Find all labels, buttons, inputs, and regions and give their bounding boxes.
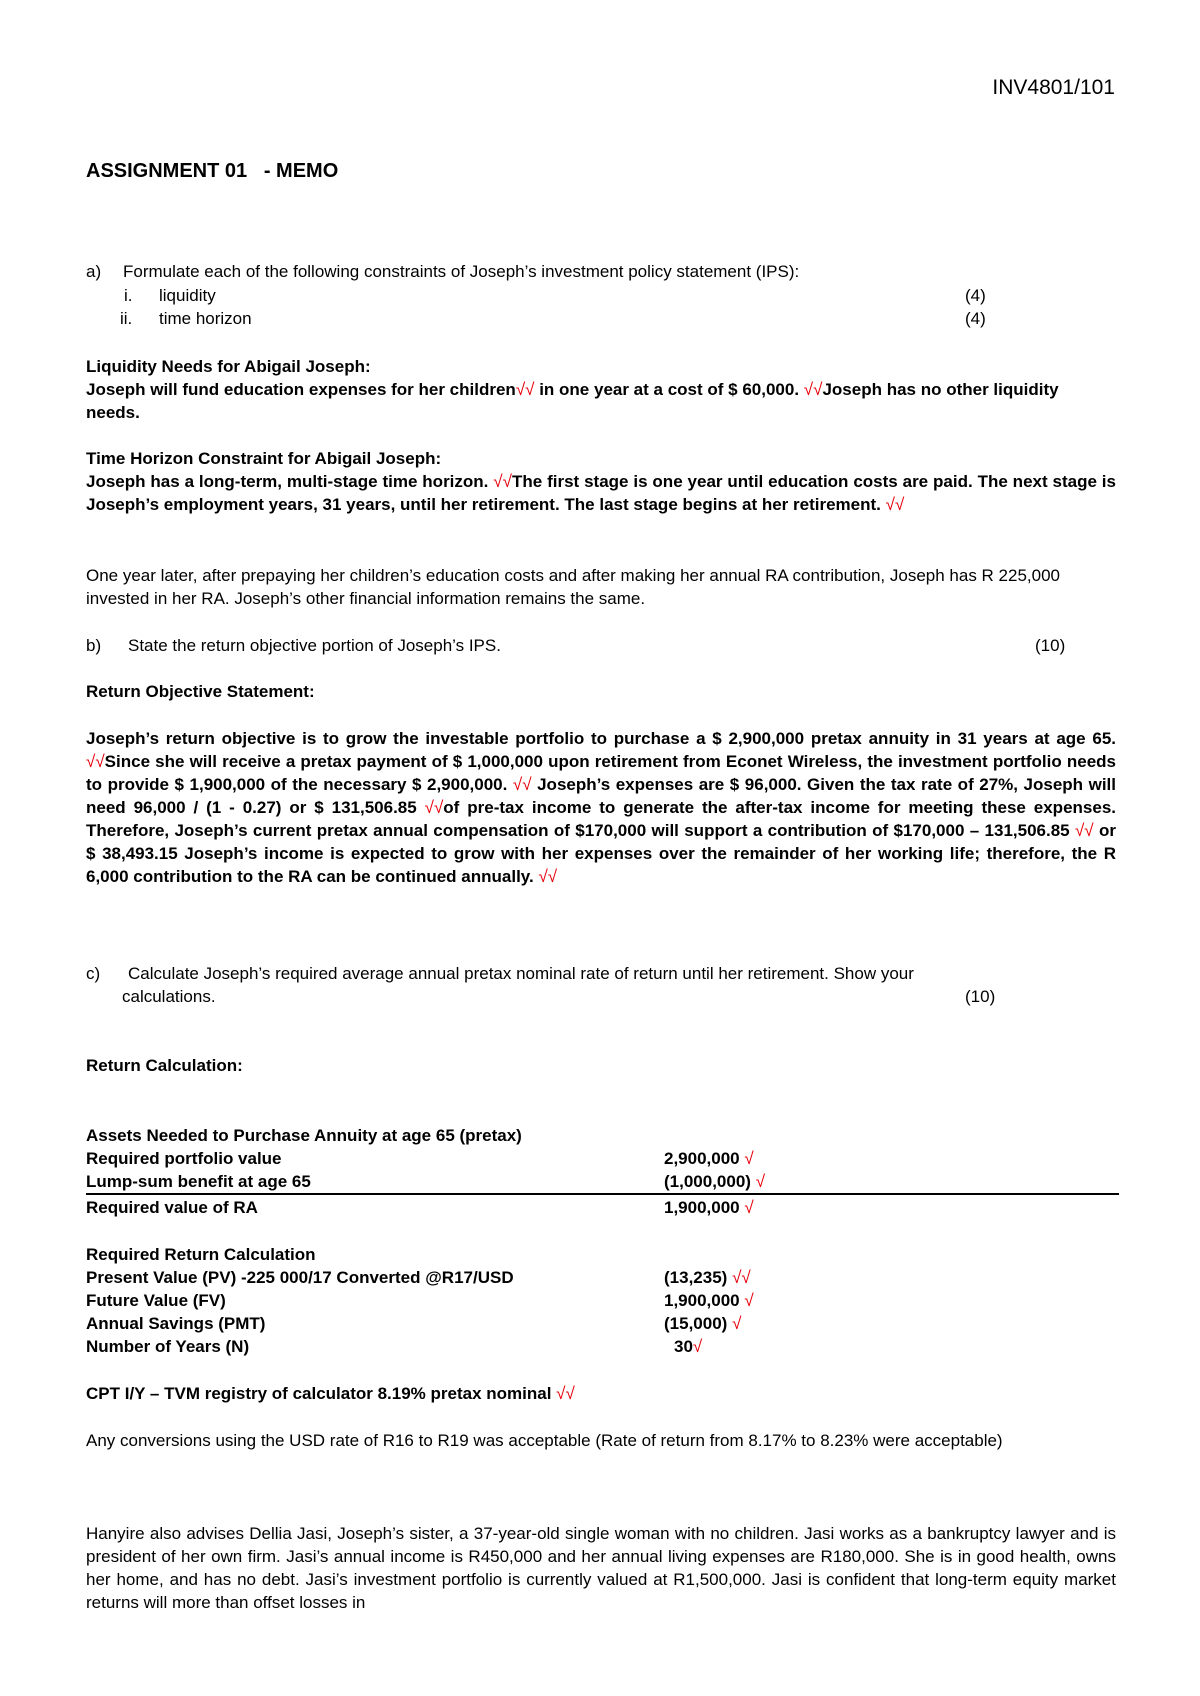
required-return-heading: Required Return Calculation [86, 1245, 316, 1264]
tick-mark: √ [744, 1198, 754, 1217]
tick-mark: √√ [493, 472, 512, 491]
return-calc-heading: Return Calculation: [86, 1056, 243, 1075]
req-row-value: (13,235) √√ [664, 1268, 751, 1287]
req-row-value: 30√ [674, 1337, 703, 1356]
tick-mark: √ [732, 1314, 742, 1333]
liquidity-answer: Joseph will fund education expenses for her children√√ in one year at a cost of $ 60,000. √√Joseph has no other liquidity needs. [86, 380, 1059, 422]
context-paragraph-1: One year later, after prepaying her children’s education costs and after making her annual RA contribution, Joseph has R 225,000 invested in her RA. Joseph’s other financial information remains the same. [86, 566, 1061, 608]
assets-row-value: 2,900,000 √ [664, 1149, 754, 1168]
question-a-label: a) [86, 262, 102, 281]
question-a-item-1: i. liquidity [124, 286, 216, 305]
req-row-label: Present Value (PV) -225 000/17 Converted @R17/USD [86, 1268, 514, 1287]
assets-row-label: Lump-sum benefit at age 65 [86, 1172, 311, 1191]
page-title: ASSIGNMENT 01 - MEMO [86, 160, 339, 182]
liquidity-heading: Liquidity Needs for Abigail Joseph: [86, 357, 371, 376]
tick-mark: √√ [885, 495, 905, 514]
assets-total-label: Required value of RA [86, 1198, 258, 1217]
tick-mark: √√ [538, 867, 558, 886]
assets-row-label: Required portfolio value [86, 1149, 282, 1168]
marks-time-horizon: (4) [965, 309, 986, 328]
question-c: c) Calculate Joseph’s required average annual pretax nominal rate of return until her retirement. Show your [86, 964, 914, 983]
assets-row-value: (1,000,000) √ [664, 1172, 766, 1191]
document-code: INV4801/101 [992, 76, 1115, 99]
time-horizon-heading: Time Horizon Constraint for Abigail Joseph: [86, 449, 442, 468]
question-b: b) State the return objective portion of Joseph’s IPS. [86, 636, 501, 655]
return-objective-answer: Joseph’s return objective is to grow the investable portfolio to purchase a $ 2,900,000 pretax annuity in 31 years at age 65. √√Since she will receive a pretax payment of $ 1,000,000 upon retirement from Econet Wireless, the investment portfolio needs to provide $ 1,900,000 of the necessary $ 2,900,000. √√ Joseph’s expenses are $ 96,000. Given the tax rate of 27%, Joseph will need 96,000 / (1 - 0.27) or $ 131,506.85 √√of pre-tax income to generate the after-tax income for meeting these expenses. Therefore, Joseph’s current pretax annual compensation of $170,000 will support a contribution of $170,000 – 131,506.85 √√ or $ 38,493.15 Joseph’s income is expected to grow with her expenses over the remainder of her working life; therefore, the R 6,000 contribution to the RA can be continued annually. √√ [86, 729, 1116, 886]
return-objective-heading: Return Objective Statement: [86, 682, 315, 701]
tick-mark: √√ [803, 380, 823, 399]
req-row-value: (15,000) √ [664, 1314, 742, 1333]
marks-question-b: (10) [1035, 636, 1066, 655]
cpt-result: CPT I/Y – TVM registry of calculator 8.19% pretax nominal √√ [86, 1384, 575, 1403]
tick-mark: √√ [732, 1268, 751, 1287]
context-paragraph-2: Hanyire also advises Dellia Jasi, Joseph’s sister, a 37-year-old single woman with no children. Jasi works as a bankruptcy lawyer and is president of her own firm. Jasi’s annual income is R450,000 and her annual living expenses are R180,000. She is in good health, owns her home, and has no debt. Jasi’s investment portfolio is currently valued at R1,500,000. Jasi is confident that long-term equity market returns will more than offset losses in [86, 1524, 1116, 1612]
question-a [86, 260, 800, 283]
tick-mark: √√ [424, 798, 444, 817]
req-row-value: 1,900,000 √ [664, 1291, 754, 1310]
tick-mark: √√ [512, 775, 532, 794]
req-row-label: Number of Years (N) [86, 1337, 250, 1356]
question-a-item-2: ii. time horizon [120, 309, 252, 328]
tick-mark: √√ [515, 380, 535, 399]
tick-mark: √√ [1074, 821, 1094, 840]
req-row-label: Future Value (FV) [86, 1291, 226, 1310]
tick-mark: √ [744, 1149, 754, 1168]
marks-question-c: (10) [965, 987, 996, 1006]
total-rule [86, 1193, 1119, 1195]
marks-liquidity: (4) [965, 286, 986, 305]
conversion-note: Any conversions using the USD rate of R16 to R19 was acceptable (Rate of return from 8.17% to 8.23% were acceptable) [86, 1431, 1003, 1450]
assets-heading: Assets Needed to Purchase Annuity at age 65 (pretax) [86, 1126, 522, 1145]
item-text: time horizon [159, 309, 252, 328]
assets-total-value: 1,900,000 √ [664, 1198, 754, 1217]
time-horizon-answer: Joseph has a long-term, multi-stage time horizon. √√The first stage is one year until education costs are paid. The next stage is Joseph’s employment years, 31 years, until her retirement. The last stage begins at her retirement. √√ [86, 472, 1116, 514]
tick-mark: √ [755, 1172, 766, 1191]
req-row-label: Annual Savings (PMT) [86, 1314, 266, 1333]
question-c-cont: calculations. [122, 987, 216, 1006]
item-text: liquidity [159, 286, 216, 305]
tick-mark: √ [744, 1291, 754, 1310]
tick-mark: √√ [556, 1384, 575, 1403]
tick-mark: √√ [86, 752, 105, 771]
question-a-text: Formulate each of the following constraints of Joseph’s investment policy statement (IPS): [123, 262, 800, 281]
tick-mark: √ [692, 1337, 703, 1356]
